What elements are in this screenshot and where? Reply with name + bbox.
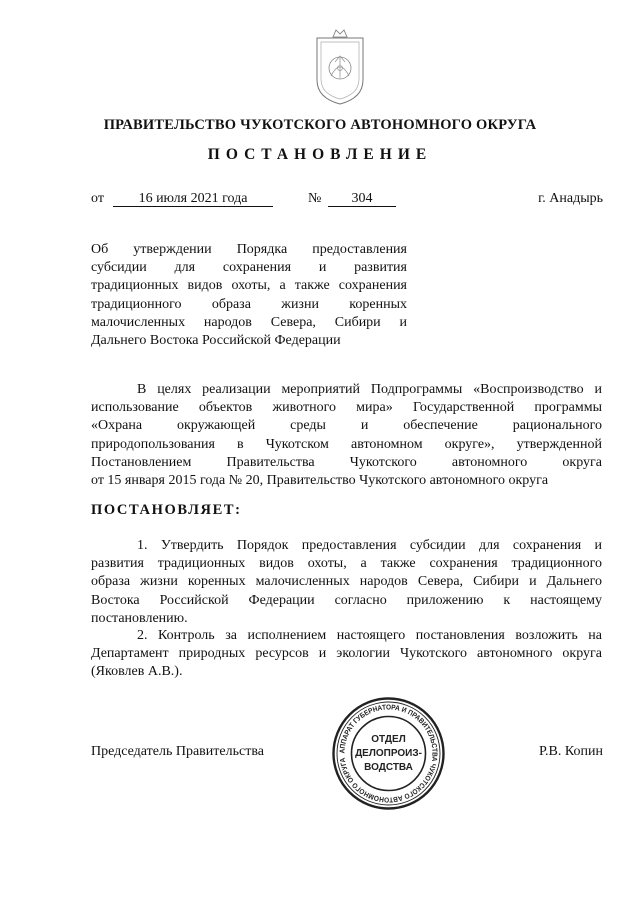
decree-item-line: образа жизни коренных малочисленных народов Севера, Сибири и Дальнего [91,574,602,590]
preamble-paragraph [91,381,602,490]
preamble-line: «Охрана окружающей среды и обеспечение рационального [91,418,602,434]
subject-line: Об утверждении Порядка предоставления [91,242,407,257]
preamble-line: В целях реализации мероприятий Подпрограммы «Воспроизводство и [137,382,602,397]
decree-item-2 [91,627,602,682]
document-type: ПОСТАНОВЛЕНИЕ [207,146,433,163]
decree-heading: ПОСТАНОВЛЯЕТ: [91,502,242,518]
preamble-line: от 15 января 2015 года № 20, Правительство Чукотского автономного округа [91,473,549,489]
subject-line: малочисленных народов Севера, Сибири и [91,314,407,330]
decree-item-line: Департамент природных ресурсов и экологии Чукотского автономного округа [91,646,602,662]
number-sign: № [308,191,322,206]
government-title: ПРАВИТЕЛЬСТВО ЧУКОТСКОГО АВТОНОМНОГО ОКРУГА [103,117,537,133]
signatory-position: Председатель Правительства [91,744,264,759]
subject-line: Дальнего Востока Российской Федерации [91,333,341,349]
document-number: 304 [328,191,396,207]
document-subject [91,241,407,350]
preamble-line: Постановлением Правительства Чукотского автономного округа [91,454,602,470]
decree-item-line: Востока Российской Федерации согласно приложению к настоящему [91,592,602,608]
decree-item-line: (Яковлев А.В.). [91,664,183,680]
document-date: 16 июля 2021 года [113,191,273,207]
date-prefix: от [91,191,104,206]
seal-ring-text: АППАРАТ ГУБЕРНАТОРА И ПРАВИТЕЛЬСТВА ЧУКОТСКОГО АВТОНОМНОГО ОКРУГА [337,702,440,805]
seal-center-line: ОТДЕЛ [371,734,406,745]
official-seal-stamp [331,696,446,811]
document-city: г. Анадырь [538,191,603,206]
decree-item-line: развития традиционных видов охоты, а также сохранения традиционного [91,556,602,572]
preamble-line: использование объектов животного мира» Государственной программы [91,400,602,416]
preamble-line: природопользования в Чукотском автономном округе», утвержденной [91,436,602,452]
seal-center-line: ДЕЛОПРОИЗ- [355,748,422,759]
subject-line: субсидии для сохранения и развития [91,260,407,276]
decree-item-line: постановлению. [91,610,188,626]
coat-of-arms-icon [313,28,367,106]
decree-item-1 [91,537,602,628]
seal-center-line: ВОДСТВА [364,762,413,773]
signatory-name: Р.В. Копин [539,744,603,759]
decree-item-line: 2. Контроль за исполнением настоящего постановления возложить на [137,628,602,643]
subject-line: традиционных видов охоты, а также сохранения [91,278,407,294]
subject-line: традиционного образа жизни коренных [91,296,407,312]
decree-item-line: 1. Утвердить Порядок предоставления субсидии для сохранения и [137,538,602,553]
